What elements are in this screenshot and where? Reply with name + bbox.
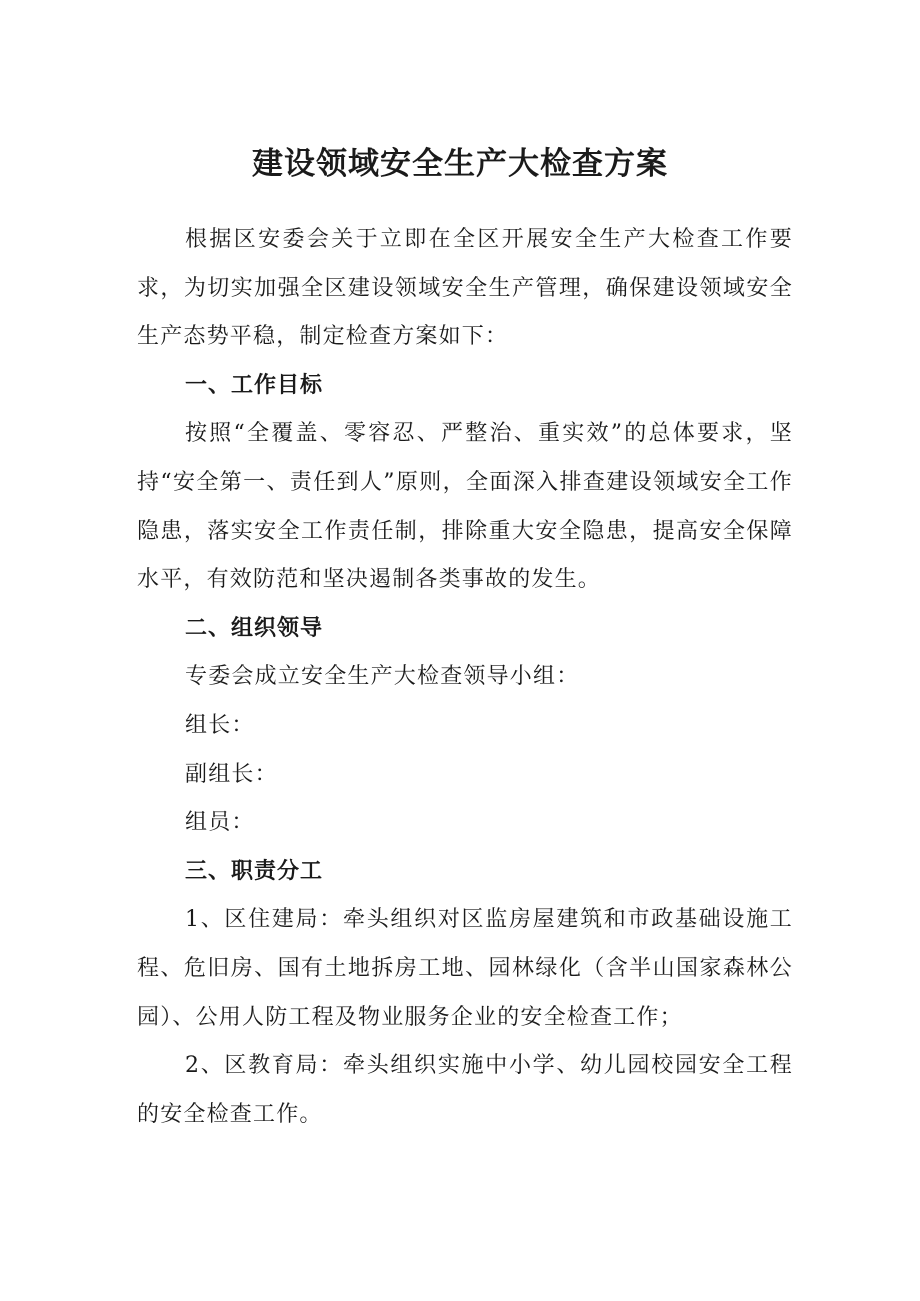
section-heading-organization: 二、组织领导 [185, 615, 324, 641]
paragraph-goals: 按照“全覆盖、零容忍、严整治、重实效”的总体要求，坚持“安全第一、责任到人”原则，全面深入排查建设领域安全工作隐患，落实安全工作责任制，排除重大安全隐患，提高安全保障水平，有效防范和坚决遏制各类事故的发生。 [137, 421, 793, 593]
intro-paragraph: 根据区安委会关于立即在全区开展安全生产大检查工作要求，为切实加强全区建设领域安全生产管理，确保建设领域安全生产态势平稳，制定检查方案如下： [137, 227, 793, 350]
paragraph-members: 组员： [185, 810, 255, 836]
paragraph-deputy-leader: 副组长： [185, 761, 278, 787]
paragraph-leader: 组长： [185, 712, 255, 738]
paragraph-leading-group: 专委会成立安全生产大检查领导小组： [185, 664, 580, 690]
document-body [137, 216, 793, 1139]
paragraph-education-bureau: 2、区教育局：牵头组织实施中小学、幼儿园校园安全工程的安全检查工作。 [137, 1053, 793, 1127]
section-heading-responsibilities: 三、职责分工 [185, 858, 324, 884]
document-title: 建设领域安全生产大检查方案 [252, 146, 668, 182]
paragraph-housing-bureau: 1、区住建局：牵头组织对区监房屋建筑和市政基础设施工程、危旧房、国有土地拆房工地、园林绿化（含半山国家森林公园）、公用人防工程及物业服务企业的安全检查工作； [137, 907, 793, 1030]
section-heading-goals: 一、工作目标 [185, 372, 324, 398]
